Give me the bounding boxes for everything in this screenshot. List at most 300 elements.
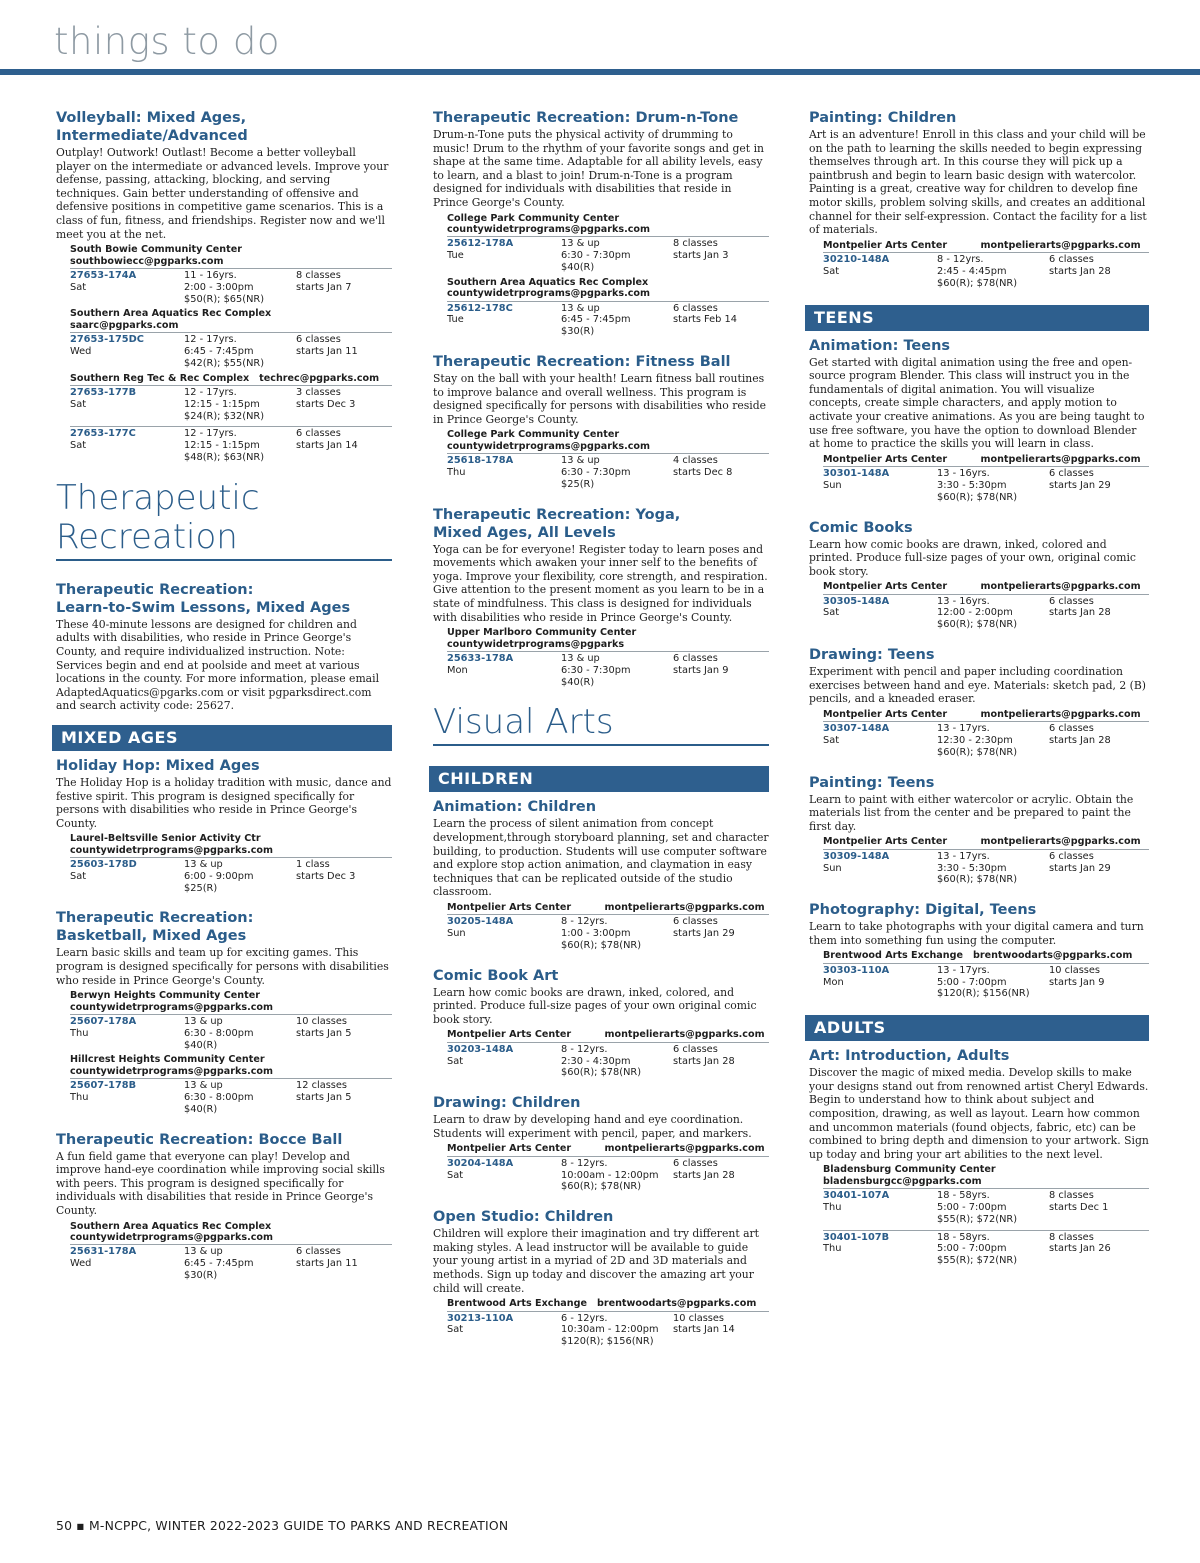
fee: $40(R) xyxy=(561,261,595,273)
start-date: starts Jan 29 xyxy=(1049,479,1111,491)
fee: $40(R) xyxy=(561,676,595,688)
activity-code[interactable]: 30303-110A xyxy=(823,964,890,976)
activity-code[interactable]: 30309-148A xyxy=(823,850,890,862)
program-title: Animation: Teens xyxy=(809,337,951,354)
start-date: starts Jan 28 xyxy=(1049,265,1111,277)
age-range: 8 - 12yrs. xyxy=(561,1043,608,1055)
program-section xyxy=(809,337,1149,507)
activity-code[interactable]: 30205-148A xyxy=(447,916,514,928)
start-date: starts Jan 7 xyxy=(296,281,352,293)
activity-code[interactable]: 30210-148A xyxy=(823,254,890,266)
program-section xyxy=(56,909,392,1118)
class-day: Thu xyxy=(823,1243,842,1255)
activity-code[interactable]: 25603-178D xyxy=(70,859,137,871)
class-count: 6 classes xyxy=(296,428,341,440)
blank-cell xyxy=(447,1181,561,1193)
fee: $50(R); $65(NR) xyxy=(184,293,265,305)
program-description: These 40-minute lessons are designed for children and adults with disabilities, who reside in Prince George's County, and require individualized instruction. Note: Services begin and end at poolside and meet at various locations in the county. For more information, please email AdaptedAquatics@pgarks.com or visit pgparksdirect.com and search activity code: 25627. xyxy=(56,617,380,713)
class-time: 6:45 - 7:45pm xyxy=(184,1258,254,1270)
fee: $60(R); $78(NR) xyxy=(561,939,642,951)
class-row xyxy=(823,849,1149,886)
class-count: 10 classes xyxy=(673,1312,725,1324)
age-group-bar: CHILDREN xyxy=(429,766,769,792)
fee: $40(R) xyxy=(184,1039,218,1051)
class-day: Mon xyxy=(823,976,844,988)
class-day: Tue xyxy=(447,250,464,262)
blank-cell xyxy=(447,1067,561,1079)
blank-cell xyxy=(70,452,184,464)
class-time: 2:30 - 4:30pm xyxy=(561,1055,631,1067)
class-day: Sat xyxy=(447,1169,464,1181)
location-contact: Southern Area Aquatics Rec Complex countywidetrprograms@pgparks.com xyxy=(70,1220,274,1244)
class-count: 6 classes xyxy=(1049,254,1094,266)
start-date: starts Jan 14 xyxy=(673,1324,735,1336)
age-range: 13 & up xyxy=(184,1016,223,1028)
fee: $55(R); $72(NR) xyxy=(937,1213,1018,1225)
fee: $25(R) xyxy=(184,882,218,894)
program-title: Therapeutic Recreation: Learn-to-Swim Lessons, Mixed Ages xyxy=(56,581,351,616)
activity-code[interactable]: 27653-175DC xyxy=(70,334,144,346)
program-section xyxy=(809,109,1149,293)
start-date: starts Dec 3 xyxy=(296,870,356,882)
blank-cell xyxy=(70,1040,184,1052)
age-range: 13 - 17yrs. xyxy=(937,964,990,976)
blank-cell xyxy=(70,1104,184,1116)
age-range: 11 - 16yrs. xyxy=(184,269,237,281)
class-row xyxy=(823,1188,1149,1225)
class-day: Thu xyxy=(823,1201,842,1213)
location-contact: Montpelier Arts Center montpelierarts@pgparks.com xyxy=(447,1143,765,1155)
class-count: 6 classes xyxy=(673,652,718,664)
class-day: Thu xyxy=(70,1092,89,1104)
class-count: 6 classes xyxy=(673,916,718,928)
blank-cell xyxy=(447,479,561,491)
class-time: 5:00 - 7:00pm xyxy=(937,976,1007,988)
age-range: 13 & up xyxy=(184,859,223,871)
fee: $60(R); $78(NR) xyxy=(937,619,1018,631)
class-count: 6 classes xyxy=(1049,595,1094,607)
class-day: Sat xyxy=(823,607,840,619)
age-range: 13 & up xyxy=(561,302,600,314)
program-title: Drawing: Children xyxy=(433,1095,581,1112)
start-date: starts Jan 28 xyxy=(1049,735,1111,747)
location-contact: South Bowie Community Center southbowiecc@pgparks.com xyxy=(70,244,242,267)
fee: $60(R); $78(NR) xyxy=(937,874,1018,886)
class-count: 8 classes xyxy=(1049,1231,1094,1243)
location-contact: Upper Marlboro Community Center countywidetrprograms@pgparks xyxy=(447,627,637,650)
class-row xyxy=(70,268,392,305)
blank-cell xyxy=(823,492,937,504)
age-group-bar: TEENS xyxy=(805,305,1149,331)
column-3 xyxy=(809,109,1149,1282)
start-date: starts Jan 9 xyxy=(673,664,729,676)
class-row xyxy=(70,857,392,894)
class-count: 6 classes xyxy=(1049,723,1094,735)
class-row xyxy=(823,963,1149,1000)
program-description: Experiment with pencil and paper including coordination exercises between hand and eye. Materials: sketch pad, 2 (B) pencils, and a kneaded eraser. xyxy=(809,665,1147,706)
activity-code[interactable]: 27653-177B xyxy=(70,386,137,398)
class-row xyxy=(447,1042,769,1079)
location-contact: Montpelier Arts Center montpelierarts@pgparks.com xyxy=(447,1029,765,1041)
activity-code[interactable]: 25607-178B xyxy=(70,1080,137,1092)
location-contact: College Park Community Center countywidetrprograms@pgparks.com xyxy=(447,212,651,235)
class-row xyxy=(823,594,1149,631)
blank-cell xyxy=(70,358,184,370)
section-heading: Therapeutic Recreation xyxy=(56,479,392,561)
header-rule xyxy=(0,69,1200,75)
age-range: 13 & up xyxy=(184,1080,223,1092)
class-row xyxy=(70,385,392,422)
class-row xyxy=(70,1014,392,1051)
class-time: 5:00 - 7:00pm xyxy=(937,1243,1007,1255)
blank-cell xyxy=(823,619,937,631)
class-time: 2:00 - 3:00pm xyxy=(184,281,254,293)
program-description: Learn the process of silent animation from concept development,through storyboard planning, set and character building, to production. Students will use computer software and explore stop action animation, and claymation in easy techniques that can be replicated outside of the studio classroom. xyxy=(433,817,769,899)
class-row xyxy=(823,1230,1149,1267)
page-title: things to do xyxy=(54,20,280,63)
class-time: 12:15 - 1:15pm xyxy=(184,398,260,410)
program-description: A fun field game that everyone can play! Develop and improve hand-eye coordination while improving social skills with peers. This program is designed specifically for individuals with disabilities that reside in Prince George's County. xyxy=(56,1149,385,1218)
fee: $42(R); $55(NR) xyxy=(184,357,265,369)
program-section xyxy=(433,353,769,494)
age-range: 12 - 17yrs. xyxy=(184,386,237,398)
program-title: Holiday Hop: Mixed Ages xyxy=(56,757,260,774)
program-description: The Holiday Hop is a holiday tradition with music, dance and festive spirit. This program is designed specifically for persons with disabilities who reside in Prince George's County. xyxy=(56,775,392,830)
class-day: Sat xyxy=(447,1324,464,1336)
program-description: Outplay! Outwork! Outlast! Become a better volleyball player on the intermediate or advanced levels. Improve your defense, passing, attacking, blocking, and serving techniques. Gain better understanding of offensive and defensive positions in competitive game scenarios. This is a class of fun, fitness, and friendships. Register now and we'll meet you at the net. xyxy=(56,146,389,241)
program-title: Therapeutic Recreation: Bocce Ball xyxy=(56,1131,343,1148)
start-date: starts Jan 26 xyxy=(1049,1243,1111,1255)
age-range: 12 - 17yrs. xyxy=(184,334,237,346)
age-range: 18 - 58yrs. xyxy=(937,1190,990,1202)
blank-cell xyxy=(70,1270,184,1282)
blank-cell xyxy=(823,988,937,1000)
blank-cell xyxy=(70,883,184,895)
age-range: 6 - 12yrs. xyxy=(561,1312,608,1324)
activity-code[interactable]: 30203-148A xyxy=(447,1043,514,1055)
class-row xyxy=(70,1078,392,1115)
program-description: Get started with digital animation using the free and open-source program Blender. This class will instruct you in the fundamentals of digital animation. You will visualize concepts, create simple characters, and apply motion to activate your creative animations. As you are being taught to use free software, you have the option to download Blender at home to practice the skills you will learn in class. xyxy=(809,355,1145,451)
program-section xyxy=(433,967,769,1083)
class-time: 3:30 - 5:30pm xyxy=(937,479,1007,491)
program-section xyxy=(56,109,392,467)
age-range: 13 & up xyxy=(561,652,600,664)
location-contact: Montpelier Arts Center montpelierarts@pgparks.com xyxy=(823,708,1141,720)
class-row xyxy=(447,236,769,273)
age-range: 13 - 16yrs. xyxy=(937,468,990,480)
program-section xyxy=(433,798,769,954)
location-contact: Southern Area Aquatics Rec Complex countywidetrprograms@pgparks.com xyxy=(447,276,651,300)
class-day: Sat xyxy=(823,735,840,747)
class-count: 6 classes xyxy=(1049,468,1094,480)
program-title: Painting: Children xyxy=(809,110,957,126)
class-day: Sun xyxy=(823,479,842,491)
class-row xyxy=(447,651,769,688)
class-time: 1:00 - 3:00pm xyxy=(561,928,631,940)
program-description: Learn how comic books are drawn, inked, colored, and printed. Produce full-size pages of your own original comic book story. xyxy=(433,985,757,1026)
class-row xyxy=(447,914,769,951)
class-count: 6 classes xyxy=(673,1043,718,1055)
start-date: starts Feb 14 xyxy=(673,314,737,326)
activity-code[interactable]: 25631-178A xyxy=(70,1246,137,1258)
class-time: 6:45 - 7:45pm xyxy=(561,314,631,326)
class-time: 6:30 - 7:30pm xyxy=(561,250,631,262)
fee: $24(R); $32(NR) xyxy=(184,410,265,422)
start-date: starts Jan 5 xyxy=(296,1092,352,1104)
class-time: 2:45 - 4:45pm xyxy=(937,265,1007,277)
column-2 xyxy=(433,109,769,1363)
program-description: Learn to paint with either watercolor or acrylic. Obtain the materials list from the center and be prepared to paint the first day. xyxy=(809,792,1134,833)
program-title: Volleyball: Mixed Ages, Intermediate/Advanced xyxy=(56,110,248,144)
section-heading: Visual Arts xyxy=(433,703,769,746)
class-time: 5:00 - 7:00pm xyxy=(937,1201,1007,1213)
activity-code[interactable]: 27653-177C xyxy=(70,428,136,440)
fee: $60(R); $78(NR) xyxy=(937,746,1018,758)
program-description: Learn basic skills and team up for exciting games. This program is designed specifically for persons with disabilities who reside in Prince George's County. xyxy=(56,946,389,987)
class-row xyxy=(823,721,1149,758)
class-row xyxy=(447,453,769,490)
location-contact: Montpelier Arts Center montpelierarts@pgparks.com xyxy=(447,901,765,913)
location-contact: Berwyn Heights Community Center countywidetrprograms@pgparks.com xyxy=(70,990,274,1013)
fee: $30(R) xyxy=(561,326,595,338)
age-range: 13 - 17yrs. xyxy=(937,723,990,735)
location-contact: Brentwood Arts Exchange brentwoodarts@pgparks.com xyxy=(823,950,1133,962)
program-section xyxy=(433,1094,769,1196)
activity-code[interactable]: 25612-178A xyxy=(447,238,514,250)
program-title: Painting: Teens xyxy=(809,774,935,791)
fee: $40(R) xyxy=(184,1103,218,1115)
activity-code[interactable]: 30204-148A xyxy=(447,1157,514,1169)
start-date: starts Jan 28 xyxy=(673,1169,735,1181)
class-time: 6:30 - 8:00pm xyxy=(184,1092,254,1104)
program-description: Discover the magic of mixed media. Develop skills to make your designs stand out from renowned artist Cheryl Edwards. Begin to understand how to think about subject and composition, drawing, as well as layout. Learn how common and uncommon materials (found objects, fabric, etc) can be combined to bring depth and dimension to your artwork. Sign up today and bring your art abilities to the next level. xyxy=(809,1066,1149,1161)
age-range: 8 - 12yrs. xyxy=(937,254,984,266)
program-section xyxy=(809,646,1149,762)
class-time: 6:30 - 7:30pm xyxy=(561,466,631,478)
start-date: starts Jan 11 xyxy=(296,345,358,357)
page-header xyxy=(0,0,1200,76)
class-count: 8 classes xyxy=(673,238,718,250)
location-contact: Montpelier Arts Center montpelierarts@pgparks.com xyxy=(823,453,1141,465)
start-date: starts Jan 29 xyxy=(673,928,735,940)
start-date: starts Dec 3 xyxy=(296,398,356,410)
activity-code[interactable]: 30213-110A xyxy=(447,1312,514,1324)
class-count: 3 classes xyxy=(296,386,341,398)
program-title: Therapeutic Recreation: Fitness Ball xyxy=(433,353,731,370)
program-section xyxy=(809,901,1149,1003)
blank-cell xyxy=(823,747,937,759)
age-range: 13 & up xyxy=(561,455,600,467)
class-day: Sat xyxy=(70,440,87,452)
age-range: 13 & up xyxy=(561,238,600,250)
age-range: 8 - 12yrs. xyxy=(561,916,608,928)
start-date: starts Jan 5 xyxy=(296,1027,352,1039)
class-day: Sun xyxy=(447,928,466,940)
fee: $60(R); $78(NR) xyxy=(937,491,1018,503)
start-date: starts Dec 8 xyxy=(673,466,733,478)
fee: $55(R); $72(NR) xyxy=(937,1255,1018,1267)
class-row xyxy=(70,1244,392,1281)
program-section xyxy=(809,519,1149,635)
activity-code[interactable]: 30401-107A xyxy=(823,1190,890,1202)
activity-code[interactable]: 25612-178C xyxy=(447,302,513,314)
age-range: 13 & up xyxy=(184,1246,223,1258)
blank-cell xyxy=(823,1255,937,1267)
start-date: starts Jan 29 xyxy=(1049,862,1111,874)
class-time: 6:30 - 8:00pm xyxy=(184,1027,254,1039)
blank-cell xyxy=(447,677,561,689)
blank-cell xyxy=(823,874,937,886)
class-row xyxy=(447,1156,769,1193)
program-section xyxy=(433,1208,769,1351)
class-count: 6 classes xyxy=(673,302,718,314)
class-row xyxy=(70,426,392,463)
class-day: Sat xyxy=(70,398,87,410)
program-description: Art is an adventure! Enroll in this class and your child will be on the path to learning the skills needed to begin expressing themselves through art. In this course they will pick up a paintbrush and begin to learn basic design with watercolor. Painting is a great, creative way for children to develop fine motor skills, problem solving skills, and creates an additional channel for their self-expression. Contact the facility for a list of materials. xyxy=(809,128,1147,237)
activity-code[interactable]: 25618-178A xyxy=(447,455,514,467)
activity-code[interactable]: 30301-148A xyxy=(823,468,890,480)
blank-cell xyxy=(447,1336,561,1348)
fee: $60(R); $78(NR) xyxy=(561,1181,642,1193)
class-count: 1 class xyxy=(296,859,330,871)
location-contact: Montpelier Arts Center montpelierarts@pgparks.com xyxy=(823,581,1141,593)
location-contact: College Park Community Center countywidetrprograms@pgparks.com xyxy=(447,429,651,452)
class-day: Wed xyxy=(70,345,92,357)
location-contact: Southern Reg Tec & Rec Complex techrec@pgparks.com xyxy=(70,372,380,384)
age-group-bar: MIXED AGES xyxy=(52,725,392,751)
program-description: Stay on the ball with your health! Learn fitness ball routines to improve balance and overall wellness. This program is designed specifically for persons with disabilities who reside in Prince George's County. xyxy=(433,371,767,426)
program-title: Therapeutic Recreation: Drum-n-Tone xyxy=(433,110,739,126)
location-contact: Hillcrest Heights Community Center countywidetrprograms@pgparks.com xyxy=(70,1054,274,1077)
program-description: Children will explore their imagination and try different art making styles. A lead instructor will be available to guide your young artist in a myriad of 2D and 3D materials and methods. Sign up today and discover the amazing art your child will create. xyxy=(433,1227,760,1295)
blank-cell xyxy=(70,411,184,423)
age-range: 12 - 17yrs. xyxy=(184,428,237,440)
fee: $25(R) xyxy=(561,478,595,490)
program-title: Comic Books xyxy=(809,519,913,536)
start-date: starts Jan 14 xyxy=(296,440,358,452)
class-day: Sat xyxy=(447,1055,464,1067)
blank-cell xyxy=(823,278,937,290)
age-range: 18 - 58yrs. xyxy=(937,1231,990,1243)
class-count: 6 classes xyxy=(1049,850,1094,862)
program-title: Art: Introduction, Adults xyxy=(809,1048,1010,1065)
blank-cell xyxy=(447,262,561,274)
class-row xyxy=(447,301,769,338)
program-section xyxy=(433,109,769,341)
fee: $120(R); $156(NR) xyxy=(937,988,1030,1000)
blank-cell xyxy=(447,326,561,338)
program-section xyxy=(809,774,1149,890)
fee: $60(R); $78(NR) xyxy=(561,1067,642,1079)
location-contact: Bladensburg Community Center bladensburgcc@pgparks.com xyxy=(823,1164,996,1187)
program-title: Comic Book Art xyxy=(433,967,559,984)
location-contact: Laurel-Beltsville Senior Activity Ctr countywidetrprograms@pgparks.com xyxy=(70,833,274,856)
class-time: 3:30 - 5:30pm xyxy=(937,862,1007,874)
location-contact: Southern Area Aquatics Rec Complex saarc@pgparks.com xyxy=(70,308,272,331)
class-time: 6:30 - 7:30pm xyxy=(561,664,631,676)
program-description: Learn how comic books are drawn, inked, colored and printed. Produce full-size pages of your own, original comic book story. xyxy=(809,537,1136,578)
class-time: 6:45 - 7:45pm xyxy=(184,345,254,357)
class-day: Thu xyxy=(447,466,466,478)
program-title: Animation: Children xyxy=(433,799,597,816)
class-count: 12 classes xyxy=(296,1080,348,1092)
program-description: Yoga can be for everyone! Register today to learn poses and movements which awaken your inner self to the benefits of yoga. Improve your flexibility, core strength, and respiration. Give attention to the present moment as you learn to be in a state of mindfulness. This class is designed for individuals with disabilities who reside in Prince George's County. xyxy=(433,542,768,624)
class-row xyxy=(823,466,1149,503)
activity-code[interactable]: 25633-178A xyxy=(447,652,514,664)
class-row xyxy=(823,252,1149,289)
program-title: Therapeutic Recreation: Basketball, Mixed Ages xyxy=(56,910,254,945)
class-day: Sat xyxy=(70,281,87,293)
activity-code[interactable]: 25607-178A xyxy=(70,1016,137,1028)
fee: $30(R) xyxy=(184,1270,218,1282)
class-time: 12:00 - 2:00pm xyxy=(937,607,1013,619)
age-range: 13 - 16yrs. xyxy=(937,595,990,607)
fee: $60(R); $78(NR) xyxy=(937,277,1018,289)
class-day: Sun xyxy=(823,862,842,874)
class-time: 6:00 - 9:00pm xyxy=(184,870,254,882)
activity-code[interactable]: 30307-148A xyxy=(823,723,890,735)
class-count: 6 classes xyxy=(296,334,341,346)
program-section xyxy=(433,506,769,692)
program-title: Photography: Digital, Teens xyxy=(809,902,1037,919)
class-time: 10:00am - 12:00pm xyxy=(561,1169,659,1181)
program-description: Drum-n-Tone puts the physical activity of drumming to music! Drum to the rhythm of your favorite songs and get in shape at the same time. Adaptable for all ability levels, easy to learn, and a blast to join! Drum-n-Tone is a program designed for individuals with disabilities that reside in Prince George's County. xyxy=(433,128,764,209)
class-day: Thu xyxy=(70,1027,89,1039)
activity-code[interactable]: 30305-148A xyxy=(823,595,890,607)
program-section xyxy=(56,757,392,898)
start-date: starts Jan 28 xyxy=(1049,607,1111,619)
class-time: 12:30 - 2:30pm xyxy=(937,735,1013,747)
class-day: Mon xyxy=(447,664,468,676)
location-contact: Montpelier Arts Center montpelierarts@pgparks.com xyxy=(823,836,1141,848)
blank-cell xyxy=(823,1214,937,1226)
activity-code[interactable]: 30401-107B xyxy=(823,1231,890,1243)
program-title: Drawing: Teens xyxy=(809,647,935,664)
class-count: 8 classes xyxy=(1049,1190,1094,1202)
blank-cell xyxy=(447,940,561,952)
class-count: 8 classes xyxy=(296,269,341,281)
class-row xyxy=(447,1311,769,1348)
class-count: 4 classes xyxy=(673,455,718,467)
start-date: starts Jan 3 xyxy=(673,250,729,262)
activity-code[interactable]: 27653-174A xyxy=(70,269,137,281)
blank-cell xyxy=(70,294,184,306)
age-range: 13 - 17yrs. xyxy=(937,850,990,862)
fee: $48(R); $63(NR) xyxy=(184,451,265,463)
program-section xyxy=(809,1047,1149,1270)
class-day: Tue xyxy=(447,314,464,326)
start-date: starts Jan 11 xyxy=(296,1258,358,1270)
column-1 xyxy=(56,109,392,1297)
program-section xyxy=(56,581,392,713)
program-title: Open Studio: Children xyxy=(433,1209,614,1226)
start-date: starts Dec 1 xyxy=(1049,1201,1109,1213)
class-day: Sat xyxy=(70,870,87,882)
fee: $120(R); $156(NR) xyxy=(561,1336,654,1348)
start-date: starts Jan 28 xyxy=(673,1055,735,1067)
page-footer: 50 ▪ M-NCPPC, WINTER 2022-2023 GUIDE TO PARKS AND RECREATION xyxy=(56,1518,509,1533)
start-date: starts Jan 9 xyxy=(1049,976,1105,988)
class-count: 6 classes xyxy=(296,1246,341,1258)
class-count: 6 classes xyxy=(673,1157,718,1169)
program-description: Learn to draw by developing hand and eye coordination. Students will experiment with pencil, paper, and markers. xyxy=(433,1113,752,1140)
location-contact: Brentwood Arts Exchange brentwoodarts@pgparks.com xyxy=(447,1298,757,1310)
class-time: 10:30am - 12:00pm xyxy=(561,1324,659,1336)
location-contact: Montpelier Arts Center montpelierarts@pgparks.com xyxy=(823,239,1141,251)
age-group-bar: ADULTS xyxy=(805,1015,1149,1041)
class-day: Wed xyxy=(70,1258,92,1270)
class-row xyxy=(70,332,392,369)
